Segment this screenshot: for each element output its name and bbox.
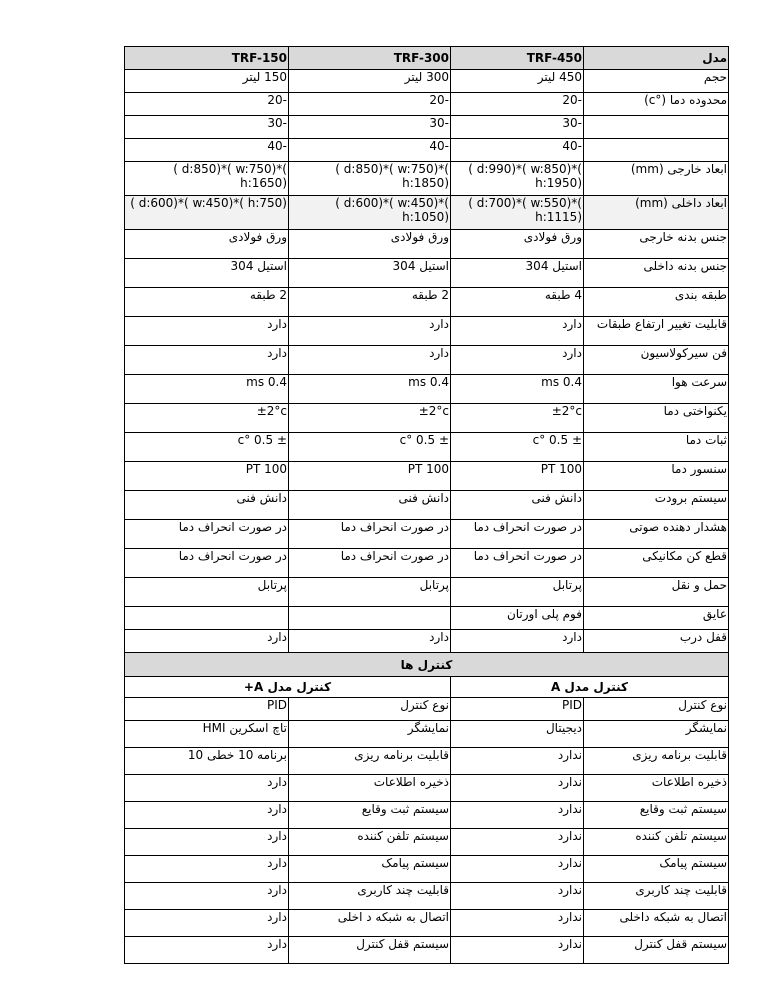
spec-value-text: دارد <box>429 317 449 331</box>
spec-label: ابعاد خارجی (mm) <box>584 162 729 196</box>
spec-value <box>451 462 584 491</box>
control-a-label: نوع کنترل <box>584 698 729 721</box>
control-row <box>125 802 729 829</box>
spec-value-text: -30 <box>429 116 449 130</box>
spec-value <box>451 578 584 607</box>
spec-value-text: در صورت انحراف دما <box>340 520 449 534</box>
spec-row <box>125 259 729 288</box>
spec-value-text: ±2°c <box>551 404 582 418</box>
spec-label: محدوده دما (°c) <box>584 93 729 116</box>
spec-value-text: ورق فولادی <box>228 230 287 244</box>
spec-value <box>451 491 584 520</box>
spec-value <box>125 259 289 288</box>
spec-value <box>451 196 584 230</box>
spec-value <box>125 549 289 578</box>
spec-row <box>125 549 729 578</box>
spec-label: ثبات دما <box>584 433 729 462</box>
spec-value <box>451 230 584 259</box>
spec-value-text: دارد <box>429 630 449 644</box>
spec-value-text: دارد <box>429 346 449 360</box>
spec-value <box>289 433 451 462</box>
spec-value-text: پرتابل <box>552 578 582 592</box>
spec-value-text: -40 <box>267 139 287 153</box>
spec-value-text: PT 100 <box>245 462 287 476</box>
control-row <box>125 937 729 964</box>
control-a-plus-value: دارد <box>125 775 289 802</box>
spec-value <box>451 404 584 433</box>
spec-label: جنس بدنه خارجی <box>584 230 729 259</box>
spec-value-text: -30 <box>562 116 582 130</box>
spec-row <box>125 404 729 433</box>
spec-label: قطع کن مکانیکی <box>584 549 729 578</box>
spec-value-text: در صورت انحراف دما <box>178 520 287 534</box>
spec-row <box>125 196 729 230</box>
spec-value-text: 0.4 ms <box>408 375 449 389</box>
control-a-plus-label: سیستم قفل کنترل <box>289 937 451 964</box>
spec-value <box>289 607 451 630</box>
spec-value <box>125 196 289 230</box>
spec-value <box>125 288 289 317</box>
spec-value-text: -40 <box>429 139 449 153</box>
spec-value-text: ±2°c <box>418 404 449 418</box>
spec-row <box>125 93 729 116</box>
spec-row <box>125 288 729 317</box>
spec-value <box>451 607 584 630</box>
control-a-label: سیستم ثبت وقایع <box>584 802 729 829</box>
spec-label: قابلیت تغییر ارتفاع طبقات <box>584 317 729 346</box>
spec-value-text: ( d:700)*( w:550)*( h:1115) <box>468 196 582 224</box>
spec-row <box>125 70 729 93</box>
control-a-label: نمایشگر <box>584 721 729 748</box>
control-row <box>125 856 729 883</box>
spec-value-text: ورق فولادی <box>523 230 582 244</box>
spec-value <box>451 433 584 462</box>
model-column-label: مدل <box>584 47 729 70</box>
control-a-plus-label: سیستم ثبت وقایع <box>289 802 451 829</box>
spec-row <box>125 433 729 462</box>
spec-label: سیستم برودت <box>584 491 729 520</box>
spec-label: عایق <box>584 607 729 630</box>
spec-row <box>125 162 729 196</box>
spec-label: فن سیرکولاسیون <box>584 346 729 375</box>
spec-value-text: دانش فنی <box>236 491 287 505</box>
spec-value <box>451 116 584 139</box>
spec-value <box>125 346 289 375</box>
spec-value-text: پرتابل <box>257 578 287 592</box>
control-row <box>125 775 729 802</box>
spec-value-text: در صورت انحراف دما <box>473 520 582 534</box>
control-a-plus-value: PID <box>125 698 289 721</box>
spec-value <box>451 317 584 346</box>
spec-value <box>125 116 289 139</box>
spec-value-text: دانش فنی <box>531 491 582 505</box>
control-a-plus-value: دارد <box>125 856 289 883</box>
control-a-plus-label: سیستم پیامک <box>289 856 451 883</box>
control-a-plus-label: ذخیره اطلاعات <box>289 775 451 802</box>
control-a-label: سیستم تلفن کننده <box>584 829 729 856</box>
spec-value-text: -20 <box>429 93 449 107</box>
spec-value-text: ( d:990)*( w:850)*( h:1950) <box>468 162 582 190</box>
spec-value-text: 2 طبقه <box>411 288 449 302</box>
spec-row <box>125 317 729 346</box>
spec-value <box>289 630 451 653</box>
spec-value-text: ± 0.5 °c <box>237 433 287 447</box>
spec-value <box>451 520 584 549</box>
spec-value <box>289 462 451 491</box>
controls-title: کنترل ها <box>125 653 729 677</box>
spec-value-text: 450 لیتر <box>537 70 582 84</box>
control-a-plus-value: برنامه 10 خطی 10 <box>125 748 289 775</box>
spec-label: سنسور دما <box>584 462 729 491</box>
spec-value <box>289 162 451 196</box>
spec-value <box>125 607 289 630</box>
spec-value <box>125 317 289 346</box>
spec-value <box>289 491 451 520</box>
control-row <box>125 748 729 775</box>
spec-label: طبقه بندی <box>584 288 729 317</box>
control-a-value: ندارد <box>451 910 584 937</box>
spec-value-text: دارد <box>562 346 582 360</box>
spec-value-text: 4 طبقه <box>544 288 582 302</box>
spec-value-text: فوم پلی اورتان <box>506 607 582 621</box>
spec-label: جنس بدنه داخلی <box>584 259 729 288</box>
control-a-plus-label: قابلیت چند کاربری <box>289 883 451 910</box>
spec-label: حمل و نقل <box>584 578 729 607</box>
spec-value <box>451 630 584 653</box>
control-a-plus-value: دارد <box>125 829 289 856</box>
control-row <box>125 883 729 910</box>
spec-value-text: ( d:850)*( w:750)*( h:1650) <box>173 162 287 190</box>
control-a-plus-label: قابلیت برنامه ریزی <box>289 748 451 775</box>
spec-row <box>125 578 729 607</box>
spec-value <box>125 93 289 116</box>
spec-value <box>125 520 289 549</box>
spec-value-text: دارد <box>562 317 582 331</box>
spec-value <box>125 139 289 162</box>
spec-value-text: ( d:600)*( w:450)*( h:750) <box>130 196 287 210</box>
spec-value-text: 0.4 ms <box>246 375 287 389</box>
spec-value-text: استیل 304 <box>230 259 287 273</box>
control-a-value: ندارد <box>451 937 584 964</box>
spec-value <box>289 375 451 404</box>
spec-value-text: -20 <box>267 93 287 107</box>
control-model-a-title: کنترل مدل A <box>451 677 729 698</box>
spec-value-text: 300 لیتر <box>404 70 449 84</box>
spec-row <box>125 116 729 139</box>
spec-row <box>125 462 729 491</box>
spec-value-text: استیل 304 <box>525 259 582 273</box>
control-a-plus-value: دارد <box>125 883 289 910</box>
control-a-label: قابلیت برنامه ریزی <box>584 748 729 775</box>
spec-value <box>125 162 289 196</box>
spec-value <box>451 288 584 317</box>
spec-label <box>584 116 729 139</box>
spec-label <box>584 139 729 162</box>
spec-value <box>289 230 451 259</box>
control-a-value: ندارد <box>451 748 584 775</box>
spec-value <box>451 93 584 116</box>
spec-value <box>289 404 451 433</box>
spec-value-text: ± 0.5 °c <box>532 433 582 447</box>
control-a-label: سیستم قفل کنترل <box>584 937 729 964</box>
spec-value <box>289 549 451 578</box>
spec-row <box>125 630 729 653</box>
spec-value <box>451 70 584 93</box>
spec-row <box>125 491 729 520</box>
control-a-plus-label: نوع کنترل <box>289 698 451 721</box>
control-a-value: PID <box>451 698 584 721</box>
spec-value <box>125 630 289 653</box>
spec-value <box>451 259 584 288</box>
control-a-label: اتصال به شبکه داخلی <box>584 910 729 937</box>
spec-value-text: 2 طبقه <box>249 288 287 302</box>
spec-value-text: 150 لیتر <box>242 70 287 84</box>
spec-row <box>125 520 729 549</box>
spec-value-text: دارد <box>562 630 582 644</box>
control-a-plus-label: اتصال به شبکه د اخلی <box>289 910 451 937</box>
control-a-plus-value: دارد <box>125 910 289 937</box>
spec-value <box>289 520 451 549</box>
spec-value <box>289 346 451 375</box>
spec-value-text: ±2°c <box>256 404 287 418</box>
control-a-plus-value: دارد <box>125 937 289 964</box>
spec-value <box>451 139 584 162</box>
spec-value <box>451 549 584 578</box>
spec-value <box>125 230 289 259</box>
spec-row <box>125 346 729 375</box>
control-a-plus-label: سیستم تلفن کننده <box>289 829 451 856</box>
spec-value <box>125 375 289 404</box>
spec-value-text: دارد <box>267 317 287 331</box>
header-row <box>125 47 729 70</box>
model-name: TRF-450 <box>451 47 584 70</box>
spec-value <box>125 433 289 462</box>
control-model-a-plus-title: کنترل مدل A+ <box>125 677 451 698</box>
spec-value-text: ( d:600)*( w:450)*( h:1050) <box>335 196 449 224</box>
spec-row <box>125 607 729 630</box>
control-a-label: ذخیره اطلاعات <box>584 775 729 802</box>
spec-value <box>451 162 584 196</box>
spec-value <box>289 259 451 288</box>
model-name: TRF-300 <box>289 47 451 70</box>
spec-value <box>451 346 584 375</box>
control-a-plus-label: نمایشگر <box>289 721 451 748</box>
spec-value-text: -20 <box>562 93 582 107</box>
control-a-value: ندارد <box>451 802 584 829</box>
spec-value-text: PT 100 <box>540 462 582 476</box>
spec-label: سرعت هوا <box>584 375 729 404</box>
control-row <box>125 721 729 748</box>
control-a-value: ندارد <box>451 856 584 883</box>
spec-value-text: ± 0.5 °c <box>399 433 449 447</box>
spec-label: یکنواختی دما <box>584 404 729 433</box>
spec-label: قفل درب <box>584 630 729 653</box>
controls-section-header <box>125 653 729 677</box>
controls-subheader <box>125 677 729 698</box>
model-name: TRF-150 <box>125 47 289 70</box>
spec-row <box>125 230 729 259</box>
spec-value <box>289 139 451 162</box>
spec-row <box>125 375 729 404</box>
spec-value-text: دانش فنی <box>398 491 449 505</box>
spec-value-text: دارد <box>267 346 287 360</box>
control-a-label: قابلیت چند کاربری <box>584 883 729 910</box>
control-a-value: ندارد <box>451 829 584 856</box>
control-a-value: دیجیتال <box>451 721 584 748</box>
spec-value <box>125 404 289 433</box>
spec-value <box>289 317 451 346</box>
spec-label: هشدار دهنده صوتی <box>584 520 729 549</box>
spec-value <box>289 70 451 93</box>
spec-value <box>289 288 451 317</box>
spec-value-text: دارد <box>267 630 287 644</box>
spec-value-text: ورق فولادی <box>390 230 449 244</box>
control-a-plus-value: تاچ اسکرین HMI <box>125 721 289 748</box>
control-row <box>125 829 729 856</box>
spec-value-text: -30 <box>267 116 287 130</box>
control-a-value: ندارد <box>451 883 584 910</box>
spec-value <box>125 462 289 491</box>
spec-value <box>451 375 584 404</box>
spec-value-text: استیل 304 <box>392 259 449 273</box>
spec-value <box>289 116 451 139</box>
spec-table-body <box>125 47 729 964</box>
spec-label: ابعاد داخلی (mm) <box>584 196 729 230</box>
control-row <box>125 910 729 937</box>
spec-value-text: در صورت انحراف دما <box>178 549 287 563</box>
spec-value <box>289 196 451 230</box>
control-row <box>125 698 729 721</box>
spec-value-text: پرتابل <box>419 578 449 592</box>
spec-value-text: PT 100 <box>407 462 449 476</box>
spec-value-text: 0.4 ms <box>541 375 582 389</box>
control-a-label: سیستم پیامک <box>584 856 729 883</box>
spec-value <box>289 578 451 607</box>
control-a-value: ندارد <box>451 775 584 802</box>
spec-table <box>124 46 729 964</box>
spec-value <box>125 578 289 607</box>
spec-value-text: -40 <box>562 139 582 153</box>
spec-value-text: در صورت انحراف دما <box>473 549 582 563</box>
spec-value-text: در صورت انحراف دما <box>340 549 449 563</box>
spec-value <box>125 491 289 520</box>
spec-value <box>289 93 451 116</box>
control-a-plus-value: دارد <box>125 802 289 829</box>
spec-row <box>125 139 729 162</box>
spec-value-text: ( d:850)*( w:750)*( h:1850) <box>335 162 449 190</box>
spec-value <box>125 70 289 93</box>
spec-label: حجم <box>584 70 729 93</box>
